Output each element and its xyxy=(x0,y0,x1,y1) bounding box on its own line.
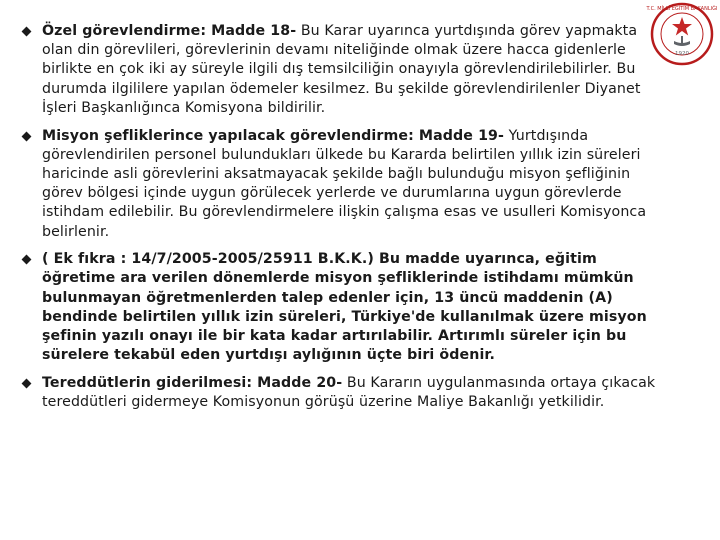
paragraph xyxy=(42,22,660,118)
diamond-bullet-icon xyxy=(22,27,32,37)
paragraph-heading: Misyon şefliklerince yapılacak görevlendirme: Madde 19- xyxy=(42,127,505,144)
diamond-bullet-icon xyxy=(22,131,32,141)
list-item-madde-18 xyxy=(20,22,660,118)
list-item-ek-fikra xyxy=(20,250,660,365)
diamond-bullet-icon xyxy=(22,255,32,265)
paragraph-body: Bu Kararın uygulanmasında ortaya çıkacak tereddütleri gidermeye Komisyonun görüşü üzerine Maliye Bakanlığı yetkilidir. xyxy=(42,374,656,411)
list-item-madde-19 xyxy=(20,127,660,242)
paragraph xyxy=(42,127,660,242)
svg-text:1920: 1920 xyxy=(675,51,689,57)
diamond-bullet-icon xyxy=(22,379,32,389)
paragraph-heading: Özel görevlendirme: Madde 18- xyxy=(42,23,297,39)
paragraph-body: Yurtdışında görevlendirilen personel bulundukları ülkede bu Kararda belirtilen yıllık izin süreleri haricinde asli görevlerini aksatmayacak şekilde bağlı bulunduğu misyon şefliğinin görev bölgesi içinde uygun görülecek yerlerde ve durumlarına uygun görevlerde istihdam edilebilir. Bu görevlendirmelere ilişkin çalışma esas ve usulleri Komisyonca belirlenir. xyxy=(42,127,647,240)
list-item-madde-20 xyxy=(20,374,660,412)
paragraph-heading: Tereddütlerin giderilmesi: Madde 20- xyxy=(42,374,343,391)
paragraph-body: Bu Karar uyarınca yurtdışında görev yapmakta olan din görevlileri, görevlerinin devamı niteliğinde olmak üzere hacca gidenlerle birlikte en çok iki ay süreyle ilgili dış temsilciliğin onayıyla görevlendirilebilirler. Bu durumda ilgililere yapılan ödemeler kesilmez. Bu şekilde görevlendirilenler Diyanet İşleri Başkanlığınca Komisyona bildirilir. xyxy=(42,23,641,116)
paragraph-bold: ( Ek fıkra : 14/7/2005-2005/25911 B.K.K.) Bu madde uyarınca, eğitim öğretime ara verilen dönemlerde misyon şefliklerinde istihdamı mümkün bulunmayan öğretmenlerden talep edenler için, 13 üncü maddenin (A) bendinde belirtilen yıllık izin süreleri, Türkiye'de kullanılmak üzere misyon şefinin yazılı onayı ile bir kata kadar artırılabilir. Artırımlı süreler için bu sürelere tekabül eden yurtdışı aylığının üçte biri ödenir. xyxy=(42,251,647,364)
svg-text:T.C. MİLLİ EĞİTİM BAKANLIĞI: T.C. MİLLİ EĞİTİM BAKANLIĞI xyxy=(646,6,718,12)
paragraph xyxy=(42,374,660,412)
content-list xyxy=(20,22,660,421)
